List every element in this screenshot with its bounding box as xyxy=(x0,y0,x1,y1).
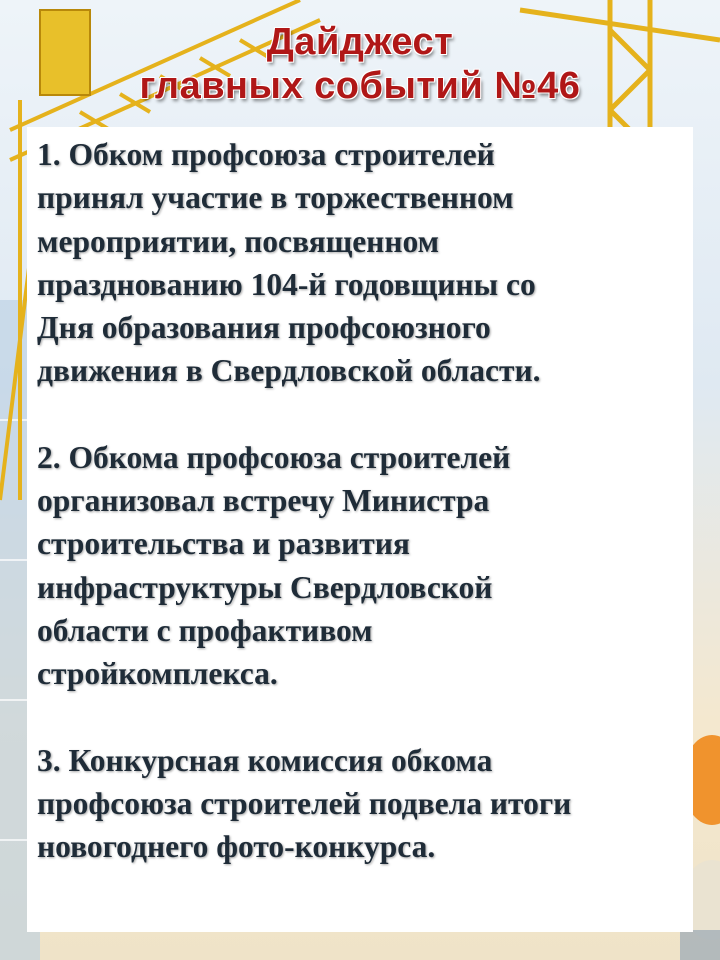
news-item-line: Дня образования профсоюзного xyxy=(37,310,491,346)
news-item-line: профсоюза строителей подвела итоги xyxy=(37,785,572,821)
news-item-line: празднованию 104-й годовщины со xyxy=(37,266,536,302)
news-item-3 xyxy=(37,739,687,869)
news-item-line: 1. Обком профсоюза строителей xyxy=(37,137,495,172)
news-item-line: инфраструктуры Свердловской xyxy=(37,569,493,605)
news-item-line: 3. Конкурсная комиссия обкома xyxy=(37,742,493,778)
news-item-line: организовал встречу Министра xyxy=(37,483,490,519)
news-item-1 xyxy=(37,133,687,393)
news-item-line: области с профактивом xyxy=(37,612,373,648)
news-item-line: стройкомплекса. xyxy=(37,656,278,692)
news-list xyxy=(37,133,687,911)
news-item-line: 2. Обкома профсоюза строителей xyxy=(37,439,511,475)
news-item-line: строительства и развития xyxy=(37,526,410,562)
page-title xyxy=(0,20,720,108)
news-item-line: мероприятии, посвященном xyxy=(37,223,440,259)
news-item-2 xyxy=(37,436,687,696)
news-item-line: новогоднего фото-конкурса. xyxy=(37,829,436,865)
news-item-line: движения в Свердловской области. xyxy=(37,353,541,389)
title-line-2: главных событий №46 xyxy=(139,65,581,107)
title-line-1: Дайджест xyxy=(266,21,454,63)
news-item-line: принял участие в торжественном xyxy=(37,180,514,216)
